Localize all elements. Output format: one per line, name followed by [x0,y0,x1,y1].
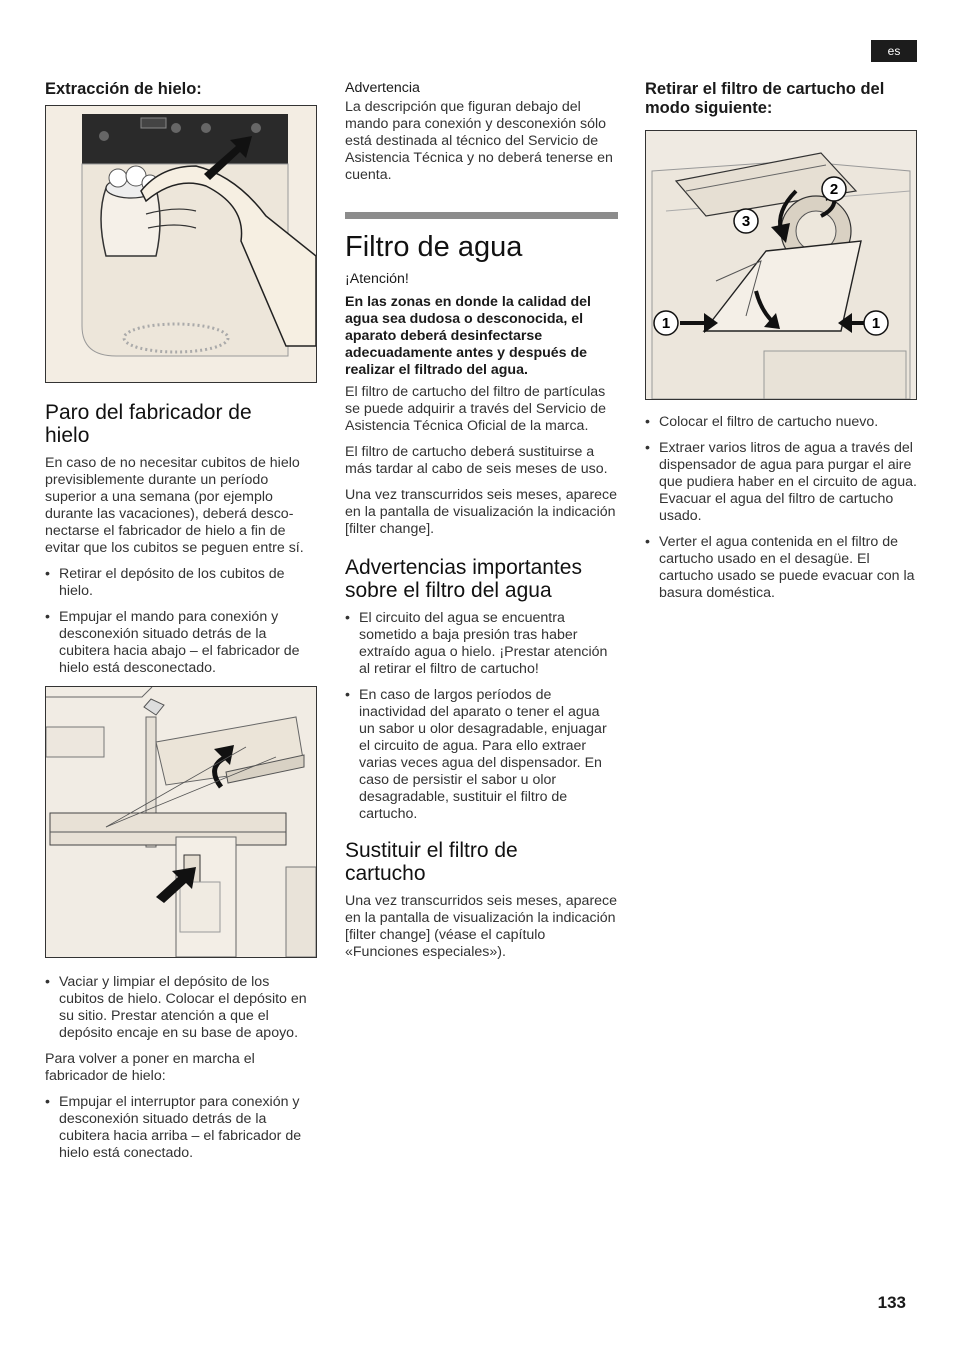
language-badge: es [871,40,917,62]
list-notes [345,610,618,823]
paragraph: El filtro de cartucho deberá sustituirse a más tardar al cabo de seis meses de uso. [345,444,608,477]
fig-label-1-right: 1 [871,315,881,332]
figure-icemaker-switch [45,686,317,958]
paragraph: Una vez transcurridos seis meses, aparece en la pantalla de visualización la indicación [filter change]. [345,487,618,537]
list-item: • El circuito del agua se encuentra sometido a baja presión tras haber extraído agua o hielo. ¡Prestar atención al retirar el filtro de cartucho! [345,610,618,678]
paragraph: El filtro de cartucho del filtro de partículas se puede adquirir a través del Servicio de Asistencia Técnica Oficial de la marca. [345,384,607,434]
heading-remove-cartridge: Retirar el filtro de cartucho del modo siguiente: [645,80,885,117]
column-middle [345,78,618,970]
list-steps-right [645,414,917,602]
figure-ice-dispenser [45,105,317,383]
list-item: • Verter el agua contenida en el filtro de cartucho usado en el desagüe. El cartucho usado se puede evacuar con la basura doméstica. [645,534,917,602]
paragraph-stop: En caso de no necesitar cubitos de hielo previsiblemente durante un período superior a una semana (por ejemplo durante las vacaciones), deberá desconectarse el fabricador de hielo a fin de evitar que los cubitos se peguen entre sí. [45,455,304,556]
list-steps-a [45,566,317,677]
page-number: 133 [877,1293,906,1312]
figure-filter-removal [645,130,917,400]
list-item: • Retirar el depósito de los cubitos de hielo. [45,566,317,600]
warning-title: Advertencia [345,80,420,96]
paragraph-replace: Una vez transcurridos seis meses, aparece en la pantalla de visualización la indicación [filter change] (véase el capítulo «Funciones especiales»). [345,893,618,960]
attention-text: En las zonas en donde la calidad del agua sea dudosa o desconocida, el aparato deberá desinfectarse adecuadamente antes y después de realizar el filtrado del agua. [345,294,591,378]
list-item: • Vaciar y limpiar el depósito de los cubitos de hielo. Colocar el depósito en su sitio. Prestar atención a que el depósito encaje en su base de apoyo. [45,974,317,1042]
list-steps-b [45,974,317,1042]
list-item: • Empujar el mando para conexión y desconexión situado detrás de la cubitera hacia abajo – el fabricador de hielo está desconectado. [45,609,317,677]
fig-label-3: 3 [741,213,751,230]
list-item: • Empujar el interruptor para conexión y desconexión situado detrás de la cubitera hacia arriba – el fabricador de hielo está conectado. [45,1094,317,1162]
heading-ice-extraction: Extracción de hielo: [45,80,202,98]
page-title: Filtro de agua [345,231,523,263]
list-item: • En caso de largos períodos de inactividad del aparato o tener el agua un sabor u olor desagradable, enjuagar el circuito de agua. Para ello extraer varias veces agua del dispensador. En caso de persistir el sabor u olor desagradable, sustituir el filtro de cartucho. [345,687,618,823]
column-right [645,78,917,611]
section-rule [345,212,618,219]
heading-stop-icemaker: Paro del fabricador de hielo [45,401,252,447]
fig-label-1-left: 1 [661,315,671,332]
list-steps-c [45,1094,317,1162]
list-item: • Extraer varios litros de agua a través del dispensador de agua para purgar el aire que pudiera haber en el circuito de agua. Evacuar el agua del filtro de cartucho usado. [645,440,917,525]
warning-text: La descripción que figuran debajo del mando para conexión y desconexión sólo está destinada al técnico del Servicio de Asistencia Técnica y no deberá tenerse en cuenta. [345,99,613,183]
heading-replace-cartridge: Sustituir el filtro de cartucho [345,839,518,885]
list-item: • Colocar el filtro de cartucho nuevo. [645,414,917,431]
paragraph-restart: Para volver a poner en marcha el fabricador de hielo: [45,1051,255,1084]
attention-label: ¡Atención! [345,271,409,287]
heading-important-notes: Advertencias importantes sobre el filtro del agua [345,556,582,602]
column-left [45,78,317,1171]
fig-label-2: 2 [829,181,839,198]
